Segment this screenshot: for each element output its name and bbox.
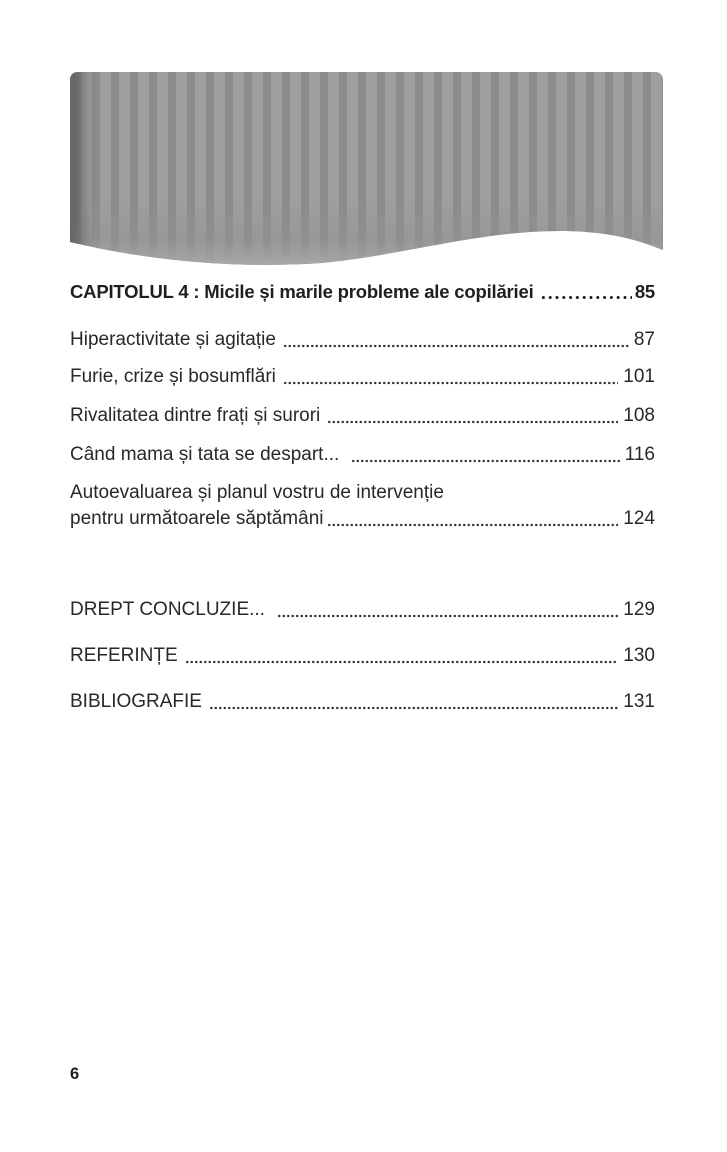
- toc-entry-line2: [70, 505, 655, 532]
- toc-entry-label: Când mama și tata se despart...: [70, 444, 340, 465]
- dot-leader: [327, 402, 618, 429]
- toc-entry-label: Autoevaluarea și planul vostru de intervenție: [70, 482, 444, 503]
- toc-entry-line1: [70, 479, 655, 506]
- dot-leader: [283, 363, 618, 390]
- dot-leader: [351, 441, 619, 468]
- toc-entry-page: 130: [623, 645, 655, 666]
- chapter-heading-page: 85: [634, 281, 655, 302]
- toc-entry-page: 116: [624, 444, 655, 465]
- toc-entry-label: BIBLIOGRAFIE: [70, 691, 202, 712]
- dot-leader: [209, 688, 618, 715]
- toc-entry-page: 108: [623, 405, 655, 426]
- chapter-banner-graphic: [70, 72, 663, 268]
- dot-leader: [277, 596, 618, 623]
- toc-entry-page: 129: [623, 599, 655, 620]
- toc-backmatter-entry: [70, 688, 655, 715]
- toc-entry-label: Hiperactivitate și agitație: [70, 329, 276, 350]
- toc-chapter-heading: [70, 278, 655, 305]
- toc-entry-label: REFERINȚE: [70, 645, 178, 666]
- toc-entry-page: 101: [623, 366, 655, 387]
- dot-leader: [185, 642, 619, 669]
- toc-entry-label: DREPT CONCLUZIE...: [70, 599, 265, 620]
- toc-entry-label: Rivalitatea dintre frați și surori: [70, 405, 321, 426]
- toc-entry: [70, 441, 655, 468]
- toc-backmatter-entry: [70, 642, 655, 669]
- toc-entry-label: pentru următoarele săptămâni: [70, 508, 324, 529]
- chapter-heading-label: CAPITOLUL 4 : Micile și marile probleme ale copilăriei: [70, 281, 534, 302]
- dot-leader: [327, 505, 618, 532]
- toc-entry: [70, 402, 655, 429]
- dot-leader: [540, 278, 632, 305]
- toc-backmatter-entry: [70, 596, 655, 623]
- toc-entry: [70, 326, 655, 353]
- dot-leader: [283, 326, 629, 353]
- toc-entry-label: Furie, crize și bosumflări: [70, 366, 276, 387]
- toc-entry-page: 124: [623, 508, 655, 529]
- toc-entry-page: 87: [633, 329, 655, 350]
- page-number: 6: [70, 1065, 80, 1083]
- toc-entry: [70, 363, 655, 390]
- toc-entry-page: 131: [623, 691, 655, 712]
